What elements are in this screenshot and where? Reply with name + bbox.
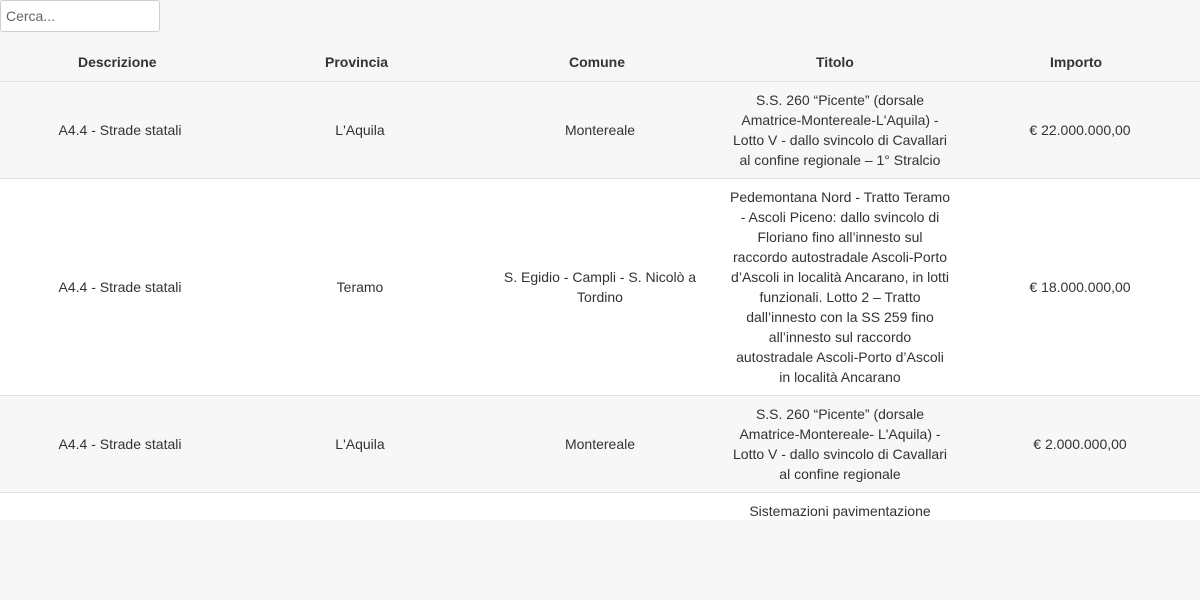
cell-importo bbox=[960, 493, 1200, 521]
cell-descrizione: A4.4 - Strade statali bbox=[0, 179, 240, 396]
table-row bbox=[0, 396, 1200, 493]
column-header-titolo[interactable]: Titolo bbox=[720, 42, 960, 82]
cell-importo: € 18.000.000,00 bbox=[960, 179, 1200, 396]
table-body bbox=[0, 82, 1200, 521]
column-header-descrizione[interactable]: Descrizione bbox=[0, 42, 240, 82]
column-header-provincia[interactable]: Provincia bbox=[240, 42, 480, 82]
table-row bbox=[0, 493, 1200, 521]
search-container bbox=[0, 0, 160, 32]
table-header bbox=[0, 42, 1200, 82]
cell-importo: € 2.000.000,00 bbox=[960, 396, 1200, 493]
cell-comune: Montereale bbox=[480, 396, 720, 493]
cell-titolo: Pedemontana Nord - Tratto Teramo - Ascoli Piceno: dallo svincolo di Floriano fino all’innesto sul raccordo autostradale Ascoli-Porto d’Ascoli in località Ancarano, in lotti funzionali. Lotto 2 – Tratto dall’innesto con la SS 259 fino all’innesto sul raccordo autostradale Ascoli-Porto d’Ascoli in località Ancarano bbox=[720, 179, 960, 396]
projects-table bbox=[0, 42, 1200, 520]
table-row bbox=[0, 82, 1200, 179]
cell-descrizione bbox=[0, 493, 240, 521]
header-row bbox=[0, 42, 1200, 82]
cell-comune bbox=[480, 493, 720, 521]
search-input[interactable] bbox=[0, 0, 160, 32]
cell-comune: S. Egidio - Campli - S. Nicolò a Tordino bbox=[480, 179, 720, 396]
cell-provincia: L'Aquila bbox=[240, 82, 480, 179]
cell-provincia bbox=[240, 493, 480, 521]
column-header-importo[interactable]: Importo bbox=[960, 42, 1200, 82]
table-row bbox=[0, 179, 1200, 396]
cell-titolo: S.S. 260 “Picente” (dorsale Amatrice-Montereale-L'Aquila) - Lotto V - dallo svincolo di Cavallari al confine regionale – 1° Stralcio bbox=[720, 82, 960, 179]
table-container bbox=[0, 42, 1200, 520]
cell-importo: € 22.000.000,00 bbox=[960, 82, 1200, 179]
cell-comune: Montereale bbox=[480, 82, 720, 179]
cell-provincia: L'Aquila bbox=[240, 396, 480, 493]
column-header-comune[interactable]: Comune bbox=[480, 42, 720, 82]
cell-descrizione: A4.4 - Strade statali bbox=[0, 396, 240, 493]
cell-titolo: Sistemazioni pavimentazione bbox=[720, 493, 960, 521]
cell-titolo: S.S. 260 “Picente” (dorsale Amatrice-Montereale- L'Aquila) - Lotto V - dallo svincolo di Cavallari al confine regionale bbox=[720, 396, 960, 493]
cell-descrizione: A4.4 - Strade statali bbox=[0, 82, 240, 179]
cell-provincia: Teramo bbox=[240, 179, 480, 396]
